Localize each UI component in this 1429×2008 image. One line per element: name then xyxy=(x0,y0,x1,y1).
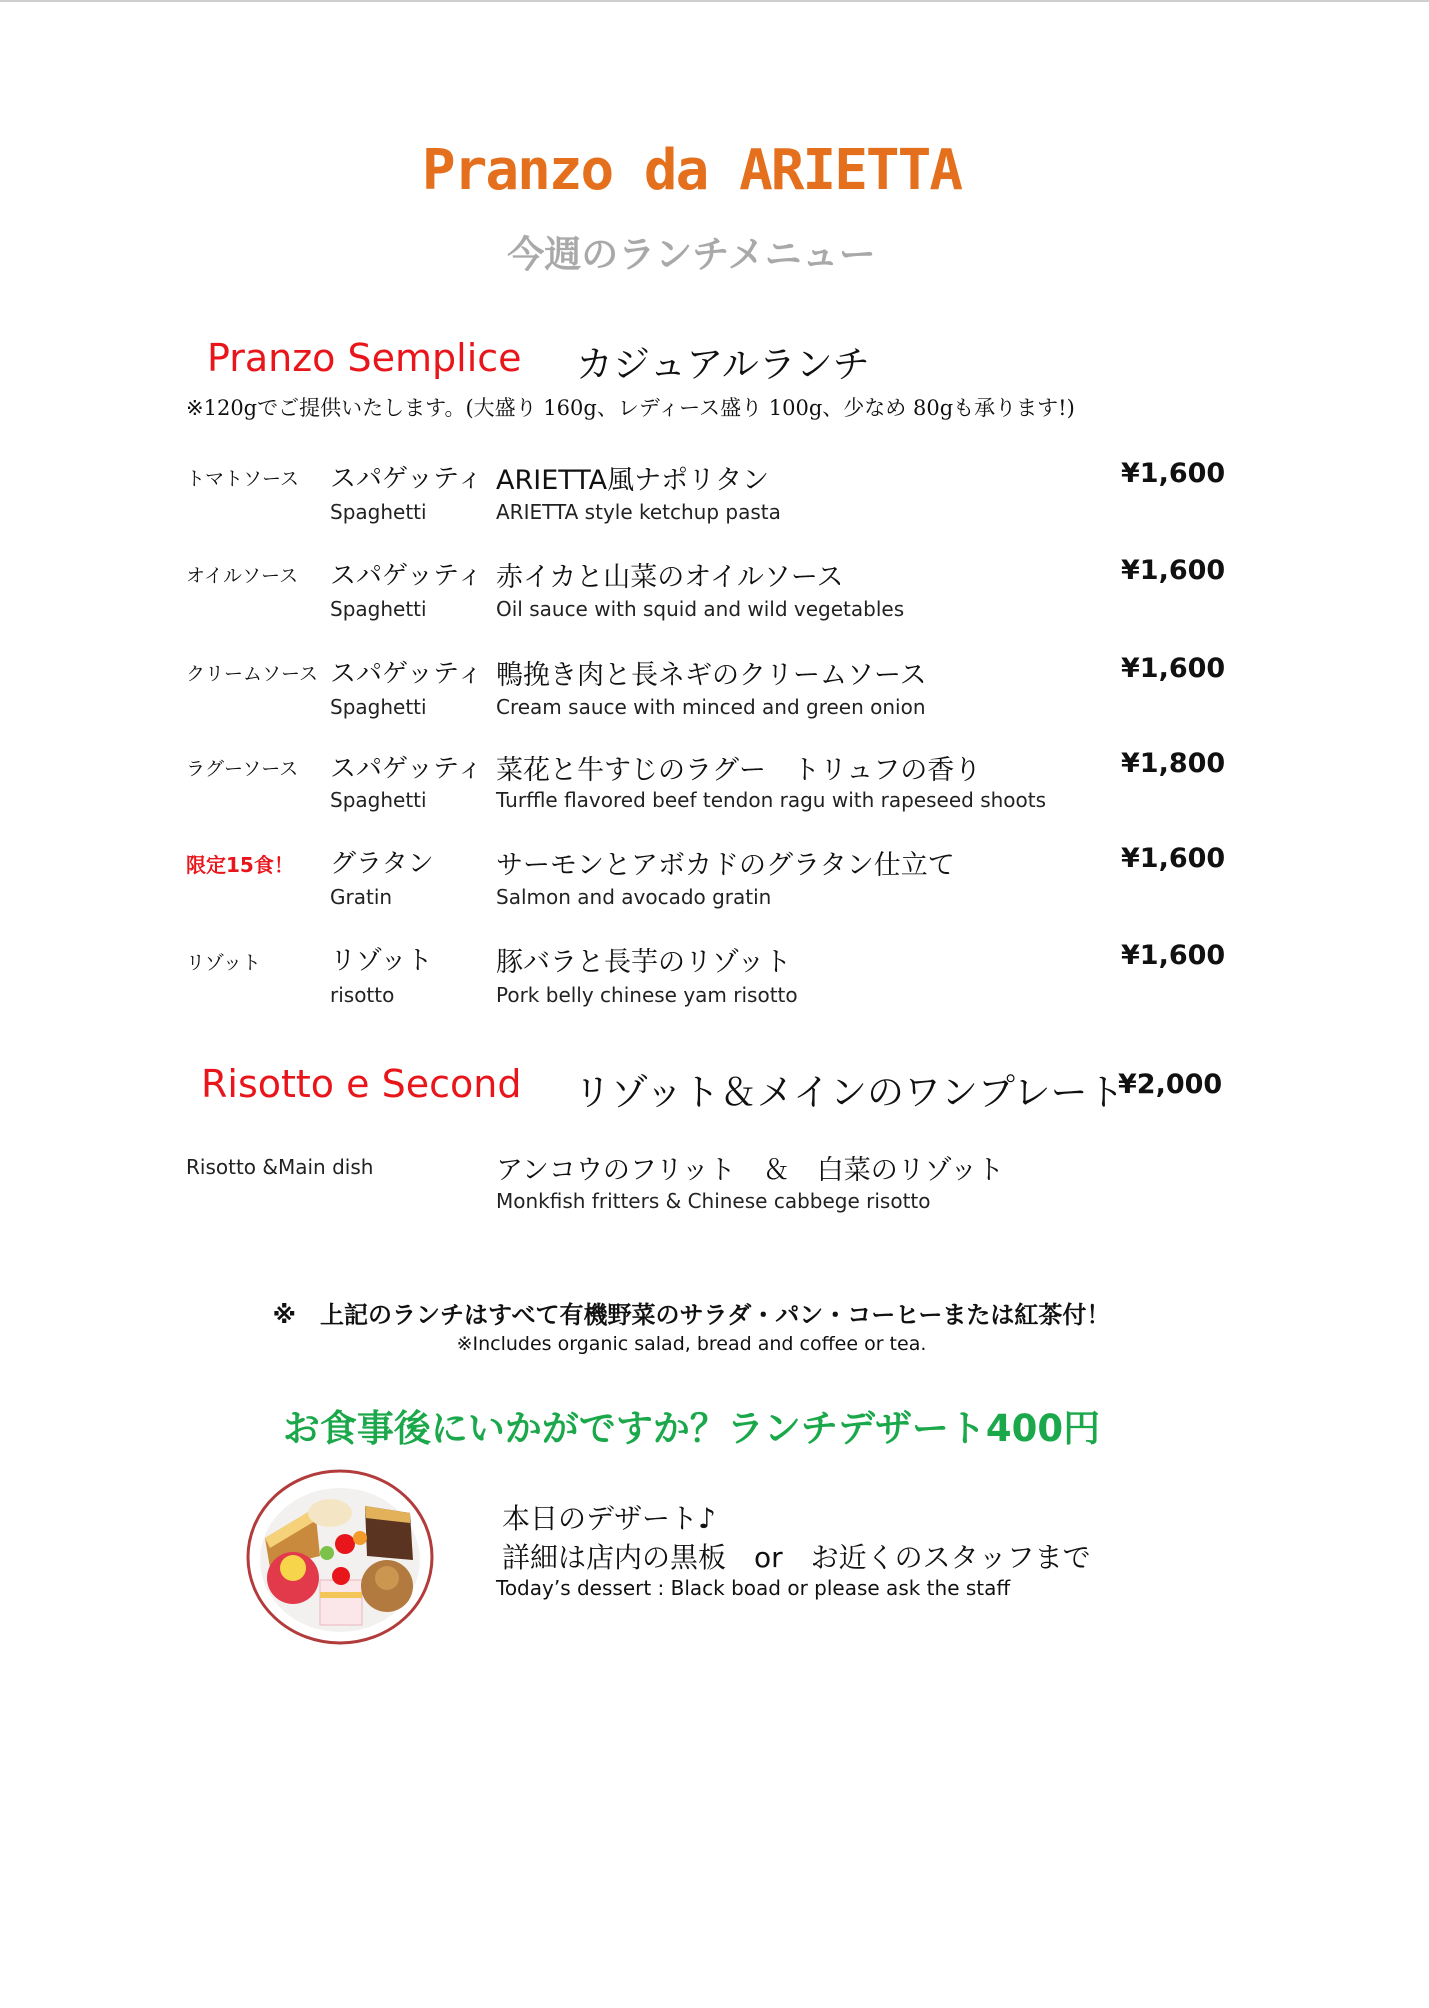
item-dish-en: Cream sauce with minced and green onion xyxy=(496,695,926,719)
item-category-limited: 限定15食！ xyxy=(186,853,294,877)
dessert-line-3: Today’s dessert : Black boad or please ask the staff xyxy=(496,1576,1011,1600)
item-dish-jp: 鴨挽き肉と長ネギのクリームソース xyxy=(496,660,927,691)
item-category: トマトソース xyxy=(186,468,300,490)
item-dish-en: Salmon and avocado gratin xyxy=(496,885,772,909)
item-dish-jp: サーモンとアボカドのグラタン仕立て xyxy=(496,850,955,881)
section2-dish-jp: アンコウのフリット ＆ 白菜のリゾット xyxy=(496,1155,1005,1186)
item-price: ¥1,600 xyxy=(1121,653,1226,684)
item-type-en: risotto xyxy=(330,983,395,1007)
item-dish-en: Oil sauce with squid and wild vegetables xyxy=(496,597,905,621)
dessert-headline: お食事後にいかがですか？ランチデザート400円 xyxy=(282,1407,1101,1450)
section1-portion-note: ※120gでご提供いたします。(大盛り 160g、レディース盛り 100g、少なめ 80gも承ります!) xyxy=(186,396,1075,420)
included-note-en: ※Includes organic salad, bread and coffee or tea. xyxy=(456,1333,927,1355)
item-dish-jp: ARIETTA風ナポリタン xyxy=(496,465,770,496)
item-type-en: Gratin xyxy=(330,885,393,909)
item-dish-en: Turffle flavored beef tendon ragu with rapeseed shoots xyxy=(496,788,1047,812)
item-type-jp: スパゲッティ xyxy=(330,754,483,784)
item-price: ¥1,600 xyxy=(1121,940,1226,971)
item-dish-jp: 菜花と牛すじのラグー トリュフの香り xyxy=(496,755,982,786)
item-price: ¥1,600 xyxy=(1121,458,1226,489)
item-type-jp: スパゲッティ xyxy=(330,659,483,689)
dessert-line-2: 詳細は店内の黒板 or お近くのスタッフまで xyxy=(502,1541,1091,1574)
item-type-jp: グラタン xyxy=(330,849,434,879)
dessert-plate-image xyxy=(245,1468,435,1645)
item-type-jp: スパゲッティ xyxy=(330,561,483,591)
item-category: クリームソース xyxy=(186,663,319,685)
item-category: リゾット xyxy=(186,952,261,974)
item-price: ¥1,600 xyxy=(1121,843,1226,874)
menu-subtitle: 今週のランチメニュー xyxy=(507,233,876,276)
item-price: ¥1,800 xyxy=(1121,748,1226,779)
section2-category: Risotto &Main dish xyxy=(186,1155,374,1179)
item-dish-jp: 豚バラと長芋のリゾット xyxy=(496,947,792,978)
section2-title-en: Risotto e Second xyxy=(201,1062,522,1106)
section1-title-jp: カジュアルランチ xyxy=(576,343,870,386)
item-dish-en: Pork belly chinese yam risotto xyxy=(496,983,798,1007)
top-border xyxy=(0,0,1429,2)
section2-price: ¥2,000 xyxy=(1118,1069,1223,1100)
section1-title-en: Pranzo Semplice xyxy=(207,336,522,380)
item-dish-jp: 赤イカと山菜のオイルソース xyxy=(496,562,844,593)
item-category: オイルソース xyxy=(186,565,299,587)
dessert-line-1: 本日のデザート♪ xyxy=(502,1502,716,1535)
item-type-en: Spaghetti xyxy=(330,597,427,621)
item-type-en: Spaghetti xyxy=(330,500,427,524)
item-type-jp: リゾット xyxy=(330,946,433,976)
included-note-jp: ※ 上記のランチはすべて有機野菜のサラダ・パン・コーヒーまたは紅茶付！ xyxy=(272,1301,1111,1329)
section2-title-jp: リゾット＆メインのワンプレート xyxy=(574,1071,1125,1114)
section2-dish-en: Monkfish fritters & Chinese cabbege risotto xyxy=(496,1189,931,1213)
item-type-en: Spaghetti xyxy=(330,788,427,812)
item-category: ラグーソース xyxy=(186,758,299,780)
item-type-en: Spaghetti xyxy=(330,695,427,719)
menu-title: Pranzo da ARIETTA xyxy=(421,138,962,203)
item-type-jp: スパゲッティ xyxy=(330,464,483,494)
item-dish-en: ARIETTA style ketchup pasta xyxy=(496,500,781,524)
item-price: ¥1,600 xyxy=(1121,555,1226,586)
